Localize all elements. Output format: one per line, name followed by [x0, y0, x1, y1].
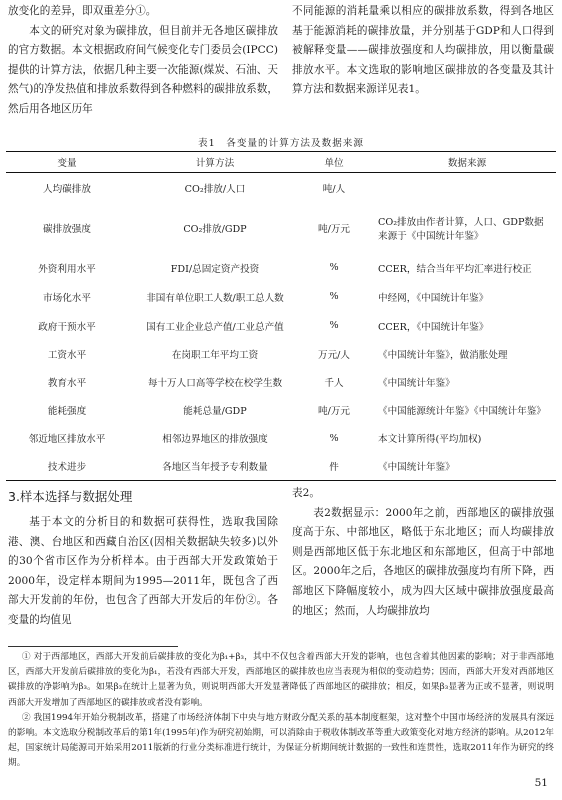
cell-variable: 邻近地区排放水平: [28, 434, 106, 445]
cell-method: 相邻边界地区的排放强度: [162, 434, 268, 445]
cell-variable: 政府干预水平: [38, 321, 96, 333]
cell-unit: 万元/人: [317, 350, 350, 361]
paragraph-carbon-calculation: 不同能源的消耗量乘以相应的碳排放系数，得到各地区基于能源消耗的碳排放量，并分别基于GDP和人口得到被解释变量——碳排放强度和人均碳排放，用以衡量碳排放水平。本文选取的影响地区碳排放的各变量及其计算方法和数据来源详见表1。: [292, 5, 554, 95]
footnotes: [8, 650, 554, 772]
cell-method: CO₂排放/GDP: [183, 223, 247, 235]
footnote-1: ① 对于西部地区，西部大开发前后碳排放的变化为β₁+β₃，其中不仅包含着西部大开发的影响，也包含着其他因素的影响；对于非西部地区，西部大开发前后碳排放的变化为β₁，若没有西部大开发，西部地区的碳排放也应当表现为相似的变动趋势；因而，西部大开发对西部地区碳排放的净影响为β₃。如果β₃在统计上显著为负，则说明西部大开发显著降低了西部地区的碳排放；相反，如果β₃显著为正或不显著，则说明西部大开发增加了西部地区的碳排放或者没有影响。: [8, 652, 554, 708]
cell-source: CCER，《中国统计年鉴》: [378, 321, 489, 333]
cell-variable: 教育水平: [47, 378, 87, 389]
table-header-row: [6, 152, 556, 173]
variables-table: [6, 151, 556, 481]
cell-variable: 外资利用水平: [38, 263, 96, 275]
header-method: 计算方法: [195, 158, 235, 169]
cell-method: CO₂排放/人口: [184, 183, 246, 195]
cell-variable: 能耗强度: [47, 406, 87, 417]
paragraph-table2-findings: 表2数据显示：2000年之前，西部地区的碳排放强度高于东、中部地区，略低于东北地区；而人均碳排放则是西部地区低于东北地区和东部地区，但高于中部地区。2000年之后，各地区的碳排放强度均有所下降，西部地区下降幅度较小，成为四大区域中碳排放强度最高的地区；然而，人均碳排放均: [292, 506, 554, 617]
cell-source: CO₂排放由作者计算，人口、GDP数据来源于《中国统计年鉴》: [378, 216, 544, 242]
header-variable: 变量: [57, 158, 77, 169]
footnote-2: ② 我国1994年开始分税制改革，搭建了市场经济体制下中央与地方财政分配关系的基本制度框架，这对整个中国市场经济的发展具有深远的影响。本文选取分税制改革后的第1年(1995年)作为研究初始期，可以消除由于税收体制改革等重大政策变化对地方经济的影响。从2012年起，国家统计局能源司开始采用2011版新的行业分类标准进行统计，为保证分析期间统计数据的一致性和连贯性，选取2011年作为研究的终期。: [8, 712, 554, 769]
page-number: 51: [534, 777, 548, 789]
table-row: [6, 282, 556, 311]
table-row: [6, 396, 556, 424]
table-row: [6, 253, 556, 282]
table-row: [6, 202, 556, 253]
cell-unit: 件: [329, 462, 339, 473]
cell-method: 各地区当年授予专利数量: [162, 462, 268, 473]
cell-unit: 吨/人: [322, 183, 346, 195]
header-unit: 单位: [324, 158, 344, 169]
table-row: [6, 173, 556, 203]
cell-unit: %: [329, 320, 339, 331]
section-heading: 3.样本选择与数据处理: [8, 489, 133, 504]
table-row: [6, 340, 556, 368]
cell-unit: 千人: [324, 378, 344, 389]
cell-variable: 技术进步: [47, 462, 87, 473]
cell-method: 非国有单位职工人数/职工总人数: [146, 292, 284, 304]
cell-method: 每十万人口高等学校在校学生数: [147, 378, 283, 389]
paragraph-research-object: 本文的研究对象为碳排放，但目前并无各地区碳排放的官方数据。本文根据政府间气候变化专门委员会(IPCC)提供的计算方法，依据几种主要一次能源(煤炭、石油、天然气)的净发热值和排放系数得到各种燃料的碳排放系数，然后用各地区历年: [8, 24, 278, 115]
cell-source: 《中国能源统计年鉴》《中国统计年鉴》: [378, 406, 546, 417]
cell-variable: 工资水平: [47, 350, 87, 361]
header-source: 数据来源: [447, 158, 487, 169]
paragraph-table-ref: 表2。: [292, 487, 320, 499]
cell-unit: %: [329, 262, 339, 273]
table-caption: 表1 各变量的计算方法及数据来源: [197, 138, 364, 149]
cell-source: 《中国统计年鉴》，做消胀处理: [378, 350, 508, 361]
cell-unit: %: [329, 432, 339, 444]
cell-source: 《中国统计年鉴》: [378, 378, 455, 389]
cell-source: 《中国统计年鉴》: [378, 462, 455, 473]
cell-method: 能耗总量/GDP: [183, 406, 247, 417]
cell-unit: 吨/万元: [317, 223, 350, 235]
table-row: [6, 368, 556, 396]
cell-source: [366, 173, 556, 203]
table-row: [6, 424, 556, 452]
cell-method: FDI/总固定资产投资: [170, 263, 260, 275]
cell-unit: %: [329, 291, 339, 302]
right-column-bottom: [292, 484, 554, 621]
paragraph-sample-selection: 基于本文的分析目的和数据可获得性，选取我国除港、澳、台地区和西藏自治区(因相关数据缺失较多)以外的30个省市区作为分析样本。由于西部大开发政策始于2000年，设定样本期间为1995—2011年，既包含了西部大开发前的年份，也包含了西部大开发后的年份②。各变量的均值见: [8, 516, 278, 626]
cell-source: 本文计算所得(平均加权): [378, 434, 482, 445]
footnote-divider: [8, 646, 178, 647]
cell-method: 在岗职工年平均工资: [171, 350, 259, 361]
paragraph-continuation: 放变化的差异，即双重差分①。: [8, 5, 157, 17]
right-column-top: [292, 2, 554, 100]
table-row: [6, 452, 556, 481]
cell-variable: 市场化水平: [43, 292, 91, 304]
table-row: [6, 311, 556, 340]
cell-source: 中经网，《中国统计年鉴》: [378, 292, 489, 304]
left-column-top: [8, 2, 278, 119]
cell-method: 国有工业企业总产值/工业总产值: [146, 321, 284, 333]
left-column-bottom: [8, 513, 278, 631]
cell-source: CCER，结合当年平均汇率进行校正: [378, 263, 532, 275]
cell-variable: 人均碳排放: [43, 183, 91, 195]
cell-variable: 碳排放强度: [43, 223, 91, 235]
cell-unit: 吨/万元: [317, 406, 350, 417]
